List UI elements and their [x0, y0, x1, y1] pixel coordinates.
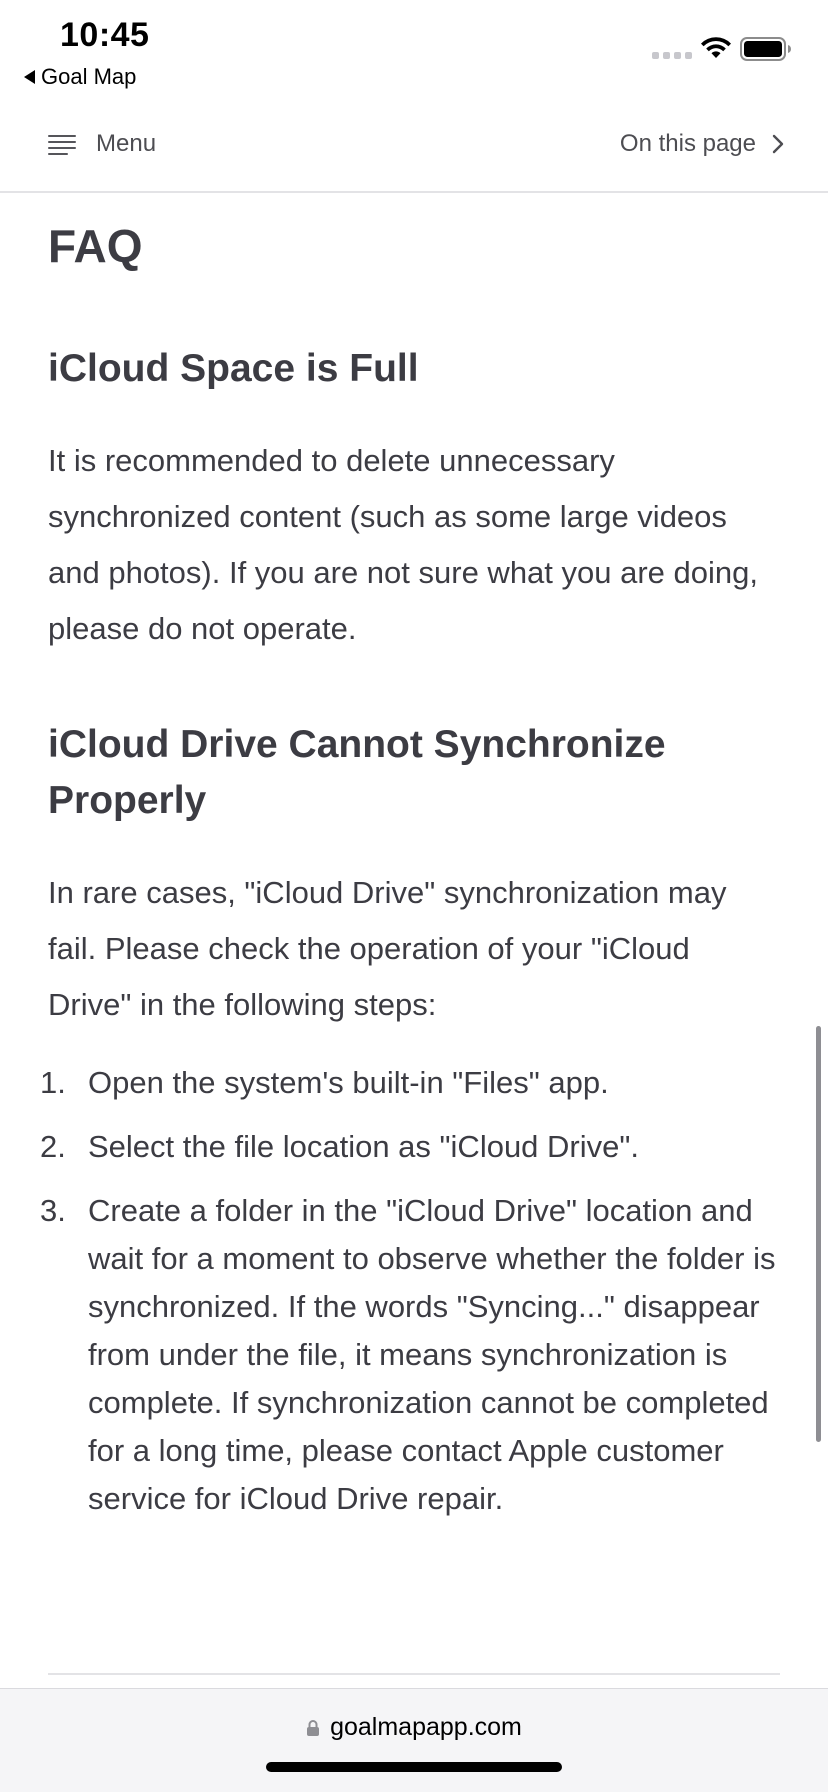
url-text: goalmapapp.com — [330, 1713, 522, 1741]
menu-label: Menu — [96, 130, 157, 157]
status-time: 10:45 — [60, 16, 150, 54]
on-this-page-button[interactable] — [620, 130, 784, 158]
url-display[interactable] — [0, 1713, 828, 1742]
on-this-page-label: On this page — [619, 130, 756, 157]
list-item — [40, 1123, 780, 1171]
back-to-app-button[interactable] — [24, 64, 136, 90]
page-title: FAQ — [48, 220, 143, 272]
section-body-icloud-space-full: It is recommended to delete unnecessary synchronized content (such as some large videos and photos). If you are not sure what you are doing, please do not operate. — [48, 443, 759, 646]
list-item-number: 3. — [40, 1193, 66, 1228]
hamburger-icon — [48, 133, 78, 155]
list-item — [40, 1059, 780, 1107]
back-triangle-icon — [24, 70, 35, 84]
list-item-text: Create a folder in the "iCloud Drive" location and wait for a moment to observe whether the folder is synchronized. If the words "Syncing..." disappear from under the file, it means synchronization is complete. If synchronization cannot be completed for a long time, please contact Apple customer service for iCloud Drive repair. — [88, 1193, 776, 1516]
content-divider — [48, 1673, 780, 1675]
back-app-label: Goal Map — [41, 64, 137, 89]
status-bar — [0, 0, 828, 110]
list-item-number: 1. — [40, 1065, 66, 1100]
section-body-icloud-drive-sync: In rare cases, "iCloud Drive" synchronization may fail. Please check the operation of your "iCloud Drive" in the following steps: — [48, 875, 727, 1022]
list-item-text: Select the file location as "iCloud Drive". — [88, 1129, 639, 1164]
list-item-text: Open the system's built-in "Files" app. — [88, 1065, 609, 1100]
menu-button[interactable] — [48, 130, 156, 158]
cellular-signal-icon — [652, 52, 692, 59]
browser-address-bar — [0, 1688, 828, 1792]
doc-nav-header — [0, 110, 828, 193]
list-item-number: 2. — [40, 1129, 66, 1164]
lock-icon — [306, 1719, 320, 1737]
battery-icon — [740, 36, 792, 62]
section-heading-icloud-drive-sync: iCloud Drive Cannot Synchronize Properly — [48, 723, 666, 822]
wifi-icon — [700, 36, 732, 60]
list-item — [40, 1187, 780, 1523]
section-heading-icloud-space-full: iCloud Space is Full — [48, 347, 419, 390]
chevron-right-icon — [772, 134, 784, 154]
vertical-scrollbar[interactable] — [816, 1026, 821, 1442]
home-indicator[interactable] — [266, 1762, 562, 1772]
sync-steps-list — [40, 1059, 780, 1539]
